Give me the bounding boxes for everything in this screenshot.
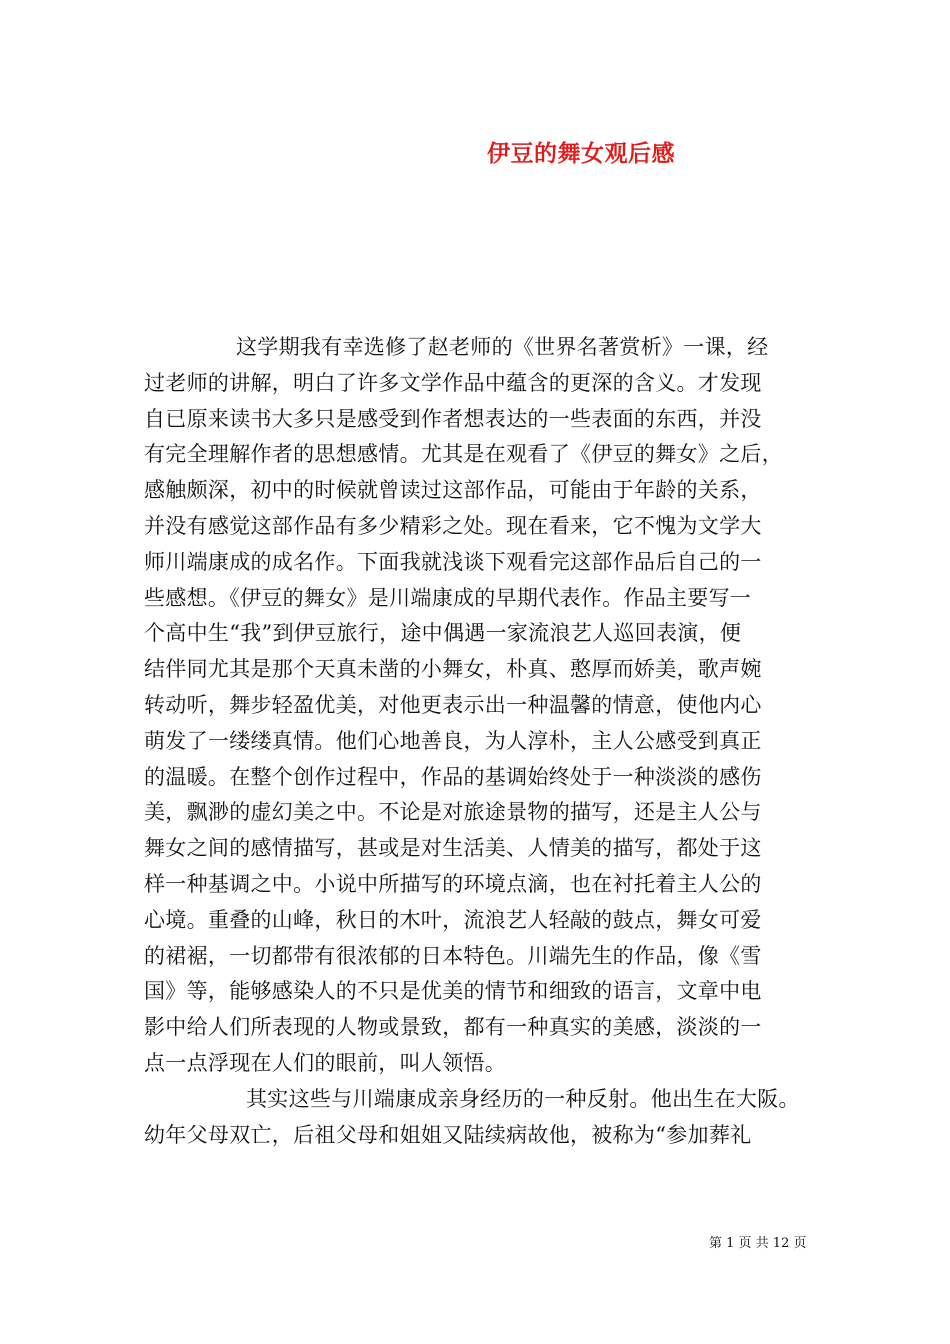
text-line: 点一点浮现在人们的眼前，叫人领悟。 bbox=[144, 1050, 507, 1075]
text-line: 的温暖。在整个创作过程中，作品的基调始终处于一种淡淡的感伤 bbox=[144, 764, 762, 789]
text-line: 个高中生“我”到伊豆旅行，途中偶遇一家流浪艺人巡回表演，便 bbox=[144, 621, 742, 646]
text-line: 师川端康成的成名作。下面我就浅谈下观看完这部作品后自己的一 bbox=[144, 549, 762, 574]
text-line: 并没有感觉这部作品有多少精彩之处。现在看来，它不愧为文学大 bbox=[144, 513, 762, 538]
body-text bbox=[144, 330, 824, 1153]
text-line: 转动听，舞步轻盈优美，对他更表示出一种温馨的情意，使他内心 bbox=[144, 692, 762, 717]
text-line: 自已原来读书大多只是感受到作者想表达的一些表面的东西，并没 bbox=[144, 406, 762, 431]
text-line: 感触颇深，初中的时候就曾读过这部作品，可能由于年龄的关系， bbox=[144, 478, 762, 503]
text-line: 心境。重叠的山峰，秋日的木叶，流浪艺人轻敲的鼓点，舞女可爱 bbox=[144, 907, 762, 932]
page-footer: 第 1 页 共 12 页 bbox=[709, 1236, 807, 1251]
document-title: 伊豆的舞女观后感 bbox=[487, 140, 675, 167]
text-line: 其实这些与川端康成亲身经历的一种反射。他出生在大阪。 bbox=[246, 1086, 800, 1111]
text-line: 有完全理解作者的思想感情。尤其是在观看了《伊豆的舞女》之后， bbox=[144, 442, 783, 467]
text-line: 些感想。《伊豆的舞女》是川端康成的早期代表作。作品主要写一 bbox=[144, 585, 752, 610]
text-line: 样一种基调之中。小说中所描写的环境点滴，也在衬托着主人公的 bbox=[144, 871, 762, 896]
text-line: 美，飘渺的虚幻美之中。不论是对旅途景物的描写，还是主人公与 bbox=[144, 800, 762, 825]
text-line: 结伴同尤其是那个天真未凿的小舞女，朴真、憨厚而娇美，歌声婉 bbox=[144, 657, 762, 682]
text-line: 的裙裾，一切都带有很浓郁的日本特色。川端先生的作品，像《雪 bbox=[144, 943, 762, 968]
text-line: 过老师的讲解，明白了许多文学作品中蕴含的更深的含义。才发现 bbox=[144, 370, 762, 395]
text-line: 影中给人们所表现的人物或景致，都有一种真实的美感，淡淡的一 bbox=[144, 1015, 762, 1040]
text-line: 萌发了一缕缕真情。他们心地善良，为人淳朴，主人公感受到真正 bbox=[144, 728, 762, 753]
text-line: 幼年父母双亡，后祖父母和姐姐又陆续病故他，被称为“参加葬礼 bbox=[144, 1122, 752, 1147]
text-line: 这学期我有幸选修了赵老师的《世界名著赏析》一课，经 bbox=[236, 335, 769, 359]
text-line: 国》等，能够感染人的不只是优美的情节和细致的语言，文章中电 bbox=[144, 979, 762, 1004]
text-line: 舞女之间的感情描写，甚或是对生活美、人情美的描写，都处于这 bbox=[144, 836, 762, 861]
